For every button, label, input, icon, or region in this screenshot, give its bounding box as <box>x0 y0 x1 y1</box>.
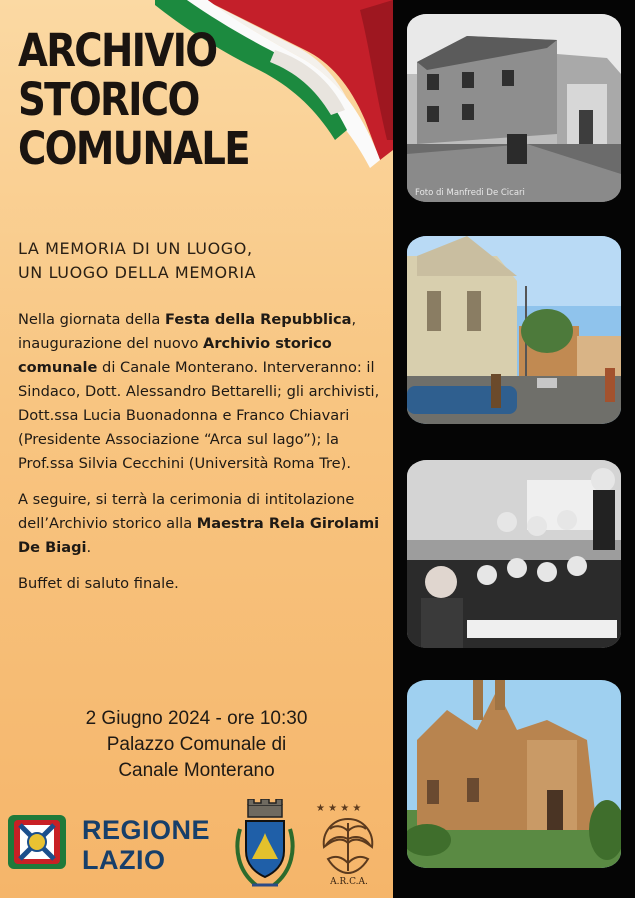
paragraph-buffet: Buffet di saluto finale. <box>18 575 179 592</box>
logos-bar <box>0 795 393 895</box>
title-line-3: COMUNALE <box>18 122 249 175</box>
film-strip <box>393 0 635 898</box>
p1-text-a: Nella giornata della <box>18 311 166 328</box>
p1-bold-festa: Festa della Repubblica <box>165 311 352 328</box>
p2-text-c: . <box>86 539 92 556</box>
regione-lazio-emblem-icon <box>6 813 68 871</box>
p2-text-a: A seguire, si terrà la cerimonia di intitolazione dell’Archivio storico alla <box>18 491 355 532</box>
paragraph-inauguration <box>18 308 380 476</box>
arca-label: A.R.C.A. <box>330 877 368 887</box>
region-line-2: LAZIO <box>82 845 166 875</box>
event-date: 2 Giugno 2024 - ore 10:30 <box>85 708 308 729</box>
comune-coat-of-arms-icon <box>232 799 298 893</box>
subtitle <box>18 237 256 285</box>
photo-village-houses <box>407 14 621 202</box>
event-town: Canale Monterano <box>118 760 275 781</box>
event-details <box>0 706 393 784</box>
photo-schoolchildren <box>407 460 621 648</box>
photo-credit: Foto di Manfredi De Cicari <box>415 188 525 198</box>
p1-bold-archivio: Archivio storico comunale <box>18 335 332 376</box>
photo-church-ruins <box>407 680 621 868</box>
title-line-1: ARCHIVIO <box>18 24 217 77</box>
page-title <box>18 26 249 173</box>
subtitle-line-1: LA MEMORIA DI UN LUOGO, <box>18 239 253 258</box>
title-line-2: STORICO <box>18 73 199 126</box>
p1-text-c: , inaugurazione del nuovo <box>18 311 357 352</box>
subtitle-line-2: UN LUOGO DELLA MEMORIA <box>18 263 257 282</box>
regione-lazio-name <box>82 815 210 875</box>
svg-text:★ ★ ★ ★: ★ ★ ★ ★ <box>316 803 362 814</box>
event-venue: Palazzo Comunale di <box>106 734 287 755</box>
p1-text-e: di Canale Monterano. Interveranno: il Sindaco, Dott. Alessandro Bettarelli; gli archivisti, Dott.ssa Lucia Buonadonna e Franco Chiavari (Presidente Associazione “Arca sul lago”); la Prof.ssa Silvia Cecchini (Università Roma Tre). <box>18 359 380 472</box>
paragraph-ceremony <box>18 488 380 560</box>
p2-bold-maestra: Maestra Rela Girolami De Biagi <box>18 515 380 556</box>
photo-piazza-street <box>407 236 621 424</box>
region-line-1: REGIONE <box>82 815 211 845</box>
body-text <box>18 308 380 608</box>
